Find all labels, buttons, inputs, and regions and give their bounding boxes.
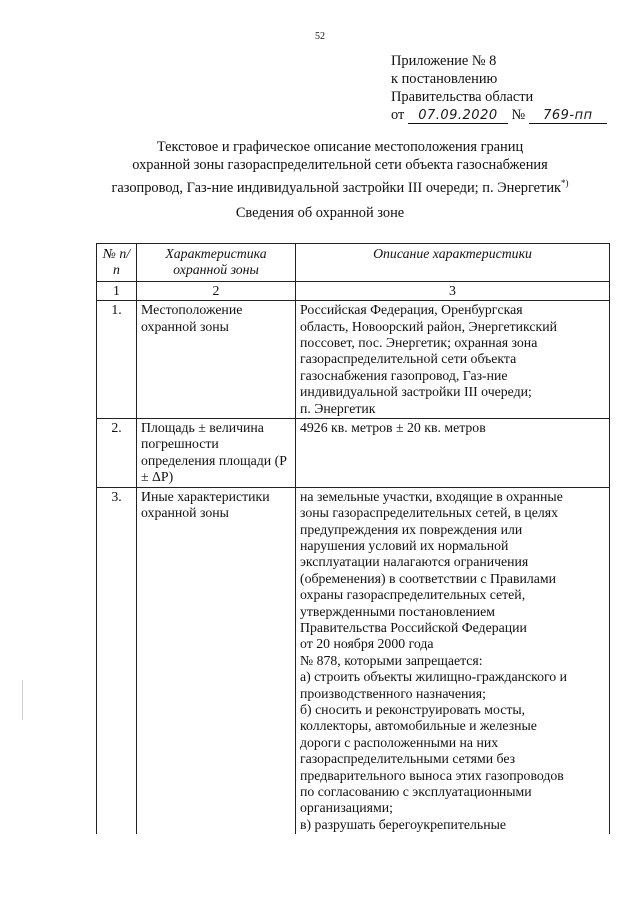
handwritten-number: 769-пп xyxy=(529,109,607,124)
header-number: № п/п xyxy=(97,244,137,282)
row-number: 2. xyxy=(97,419,137,488)
desc-line: предупреждения их повреждения или xyxy=(300,521,523,537)
desc-line: в) разрушать берегоукрепительные xyxy=(300,816,506,832)
desc-line: а) строить объекты жилищно-гражданского и xyxy=(300,669,568,685)
title-line-3 xyxy=(80,174,600,197)
header-characteristic: Характеристика охранной зоны xyxy=(137,244,296,282)
index-cell-2: 2 xyxy=(137,281,296,300)
desc-line: п. Энергетик xyxy=(300,400,376,416)
desc-line: от 20 ноября 2000 года xyxy=(300,636,434,652)
desc-line: коллекторы, автомобильные и железные xyxy=(300,718,537,734)
index-cell-3: 3 xyxy=(296,281,610,300)
desc-line: № 878, которыми запрещается: xyxy=(300,652,483,668)
footnote-mark: *) xyxy=(561,178,569,188)
table-header-row xyxy=(97,244,610,282)
appendix-block xyxy=(391,52,607,124)
row-description xyxy=(296,487,610,834)
appendix-date-line xyxy=(391,106,607,124)
row-number: 1. xyxy=(97,301,137,419)
appendix-line-3: Правительства области xyxy=(391,89,534,105)
section-subtitle: Сведения об охранной зоне xyxy=(235,205,405,221)
desc-line: Правительства Российской Федерации xyxy=(300,619,527,635)
table-row xyxy=(97,419,610,488)
desc-line: зоны газораспределительных сетей, в целях xyxy=(300,505,558,521)
row-description xyxy=(296,419,610,488)
page-number: 52 xyxy=(315,31,325,42)
handwritten-date: 07.09.2020 xyxy=(408,109,508,124)
desc-line: область, Новоорский район, Энергетикский xyxy=(300,318,558,334)
desc-line: индивидуальной застройки III очереди; xyxy=(300,384,532,400)
desc-line: 4926 кв. метров ± 20 кв. метров xyxy=(300,420,486,436)
desc-line: утвержденными постановлением xyxy=(300,603,495,619)
protection-zone-table xyxy=(96,243,610,834)
desc-line: организациями; xyxy=(300,800,393,816)
title-line-2: охранной зоны газораспределительной сети объекта газоснабжения xyxy=(132,157,548,173)
desc-line: по согласованию с эксплуатационными xyxy=(300,784,532,799)
title-line-1: Текстовое и графическое описание местоположения границ xyxy=(156,139,524,155)
appendix-line-1: Приложение № 8 xyxy=(391,53,497,69)
desc-line: дороги с расположенными на них xyxy=(300,734,499,750)
desc-line: предварительного выноса этих газопроводов xyxy=(300,767,564,783)
desc-line: нарушения условий их нормальной xyxy=(300,537,509,553)
desc-line: на земельные участки, входящие в охранные xyxy=(300,488,563,504)
desc-line: Российская Федерация, Оренбургская xyxy=(300,302,523,318)
desc-line: эксплуатации налагаются ограничения xyxy=(300,554,529,570)
table-row xyxy=(97,487,610,834)
appendix-line-2: к постановлению xyxy=(391,71,498,87)
scan-margin-mark xyxy=(22,680,23,720)
index-cell-1: 1 xyxy=(97,281,137,300)
row-number: 3. xyxy=(97,487,137,834)
row-characteristic: Иные характеристики охранной зоны xyxy=(137,487,296,834)
desc-line: производственного назначения; xyxy=(300,685,486,701)
row-description xyxy=(296,301,610,419)
document-title xyxy=(80,138,600,197)
desc-line: газораспределительной сети объекта xyxy=(300,351,517,367)
desc-line: охраны газораспределительных сетей, xyxy=(300,587,526,603)
desc-line: газоснабжения газопровод, Газ-ние xyxy=(300,367,508,383)
row-characteristic: Местоположение охранной зоны xyxy=(137,301,296,419)
row-characteristic: Площадь ± величина погрешности определения площади (P ± ΔP) xyxy=(137,419,296,488)
title-line-3-text: газопровод, Газ-ние индивидуальной застройки III очереди; п. Энергетик xyxy=(111,179,562,196)
from-prefix: от xyxy=(391,107,405,123)
table-index-row xyxy=(97,281,610,300)
desc-line: газораспределительными сетями без xyxy=(300,751,516,767)
table-row xyxy=(97,301,610,419)
number-prefix: № xyxy=(511,107,526,123)
desc-line: (обременения) в соответствии с Правилами xyxy=(300,570,557,586)
desc-line: б) сносить и реконструировать мосты, xyxy=(300,701,526,717)
desc-line: поссовет, пос. Энергетик; охранная зона xyxy=(300,335,538,351)
header-description: Описание характеристики xyxy=(296,244,610,282)
